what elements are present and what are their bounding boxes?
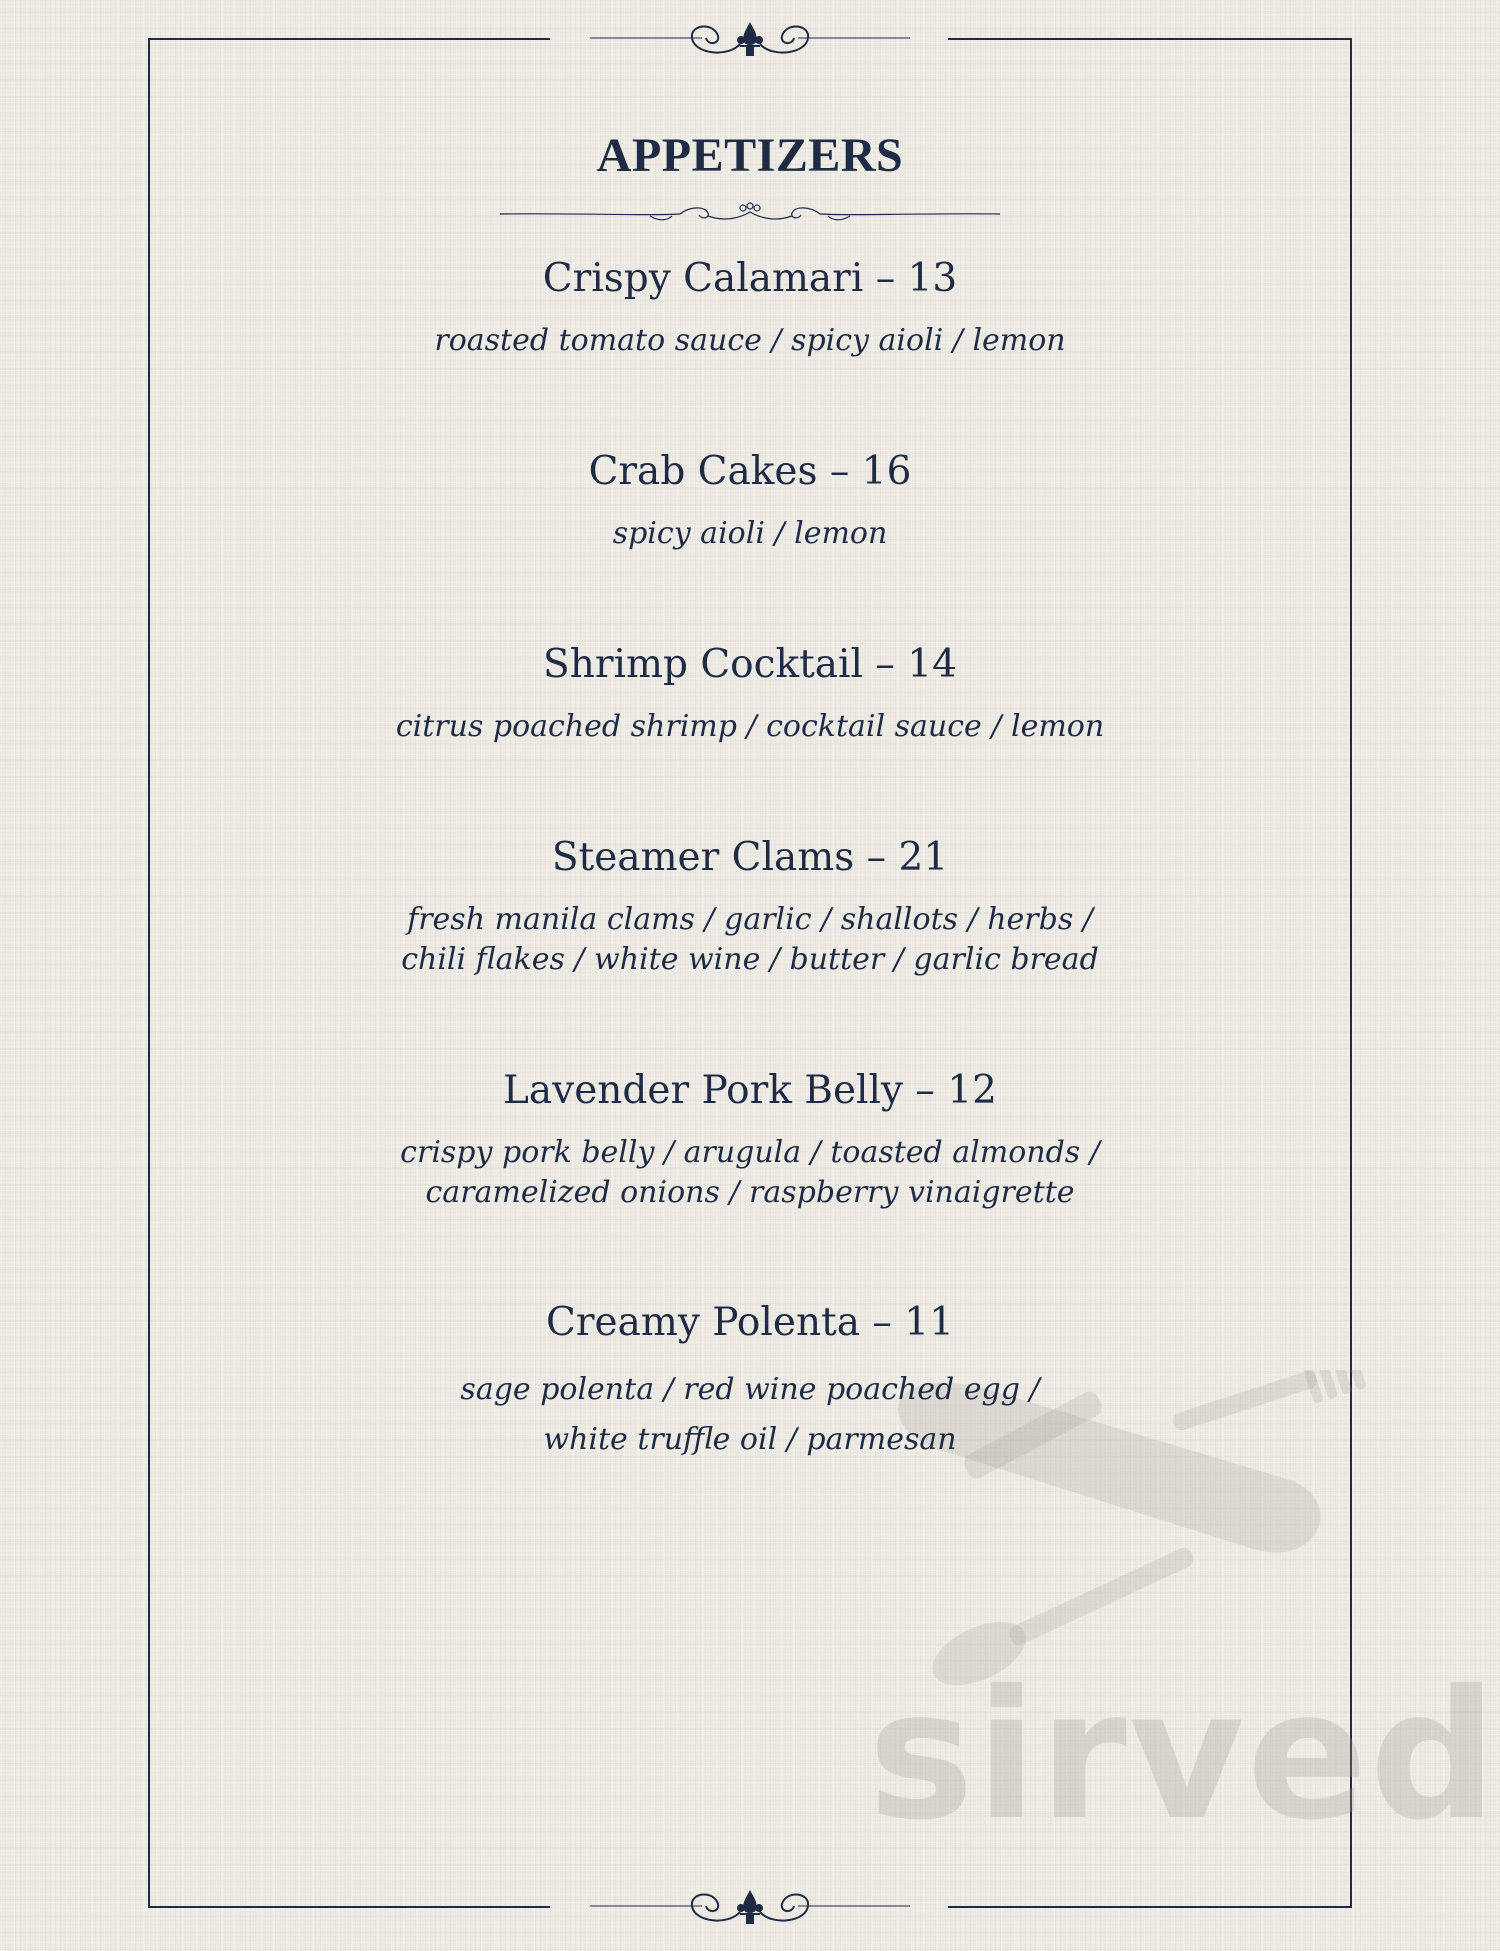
frame-top-right <box>948 38 1352 40</box>
menu-item-description: chili flakes / white wine / butter / garlic bread <box>401 942 1099 977</box>
menu-item-name: Crispy Calamari – 13 <box>542 256 958 301</box>
menu-item-description: white truffle oil / parmesan <box>543 1422 957 1457</box>
menu-item-name: Lavender Pork Belly – 12 <box>503 1068 997 1113</box>
bottom-flourish-ornament <box>590 1882 910 1932</box>
top-flourish-ornament <box>590 14 910 64</box>
menu-item-description: spicy aioli / lemon <box>612 516 888 551</box>
menu-item-name: Shrimp Cocktail – 14 <box>543 642 957 687</box>
menu-item-description: caramelized onions / raspberry vinaigrette <box>425 1175 1075 1210</box>
menu-item-description: citrus poached shrimp / cocktail sauce / lemon <box>395 709 1105 744</box>
frame-top-left <box>148 38 550 40</box>
menu-item-description: crispy pork belly / arugula / toasted almonds / <box>400 1135 1100 1170</box>
menu-item-description: sage polenta / red wine poached egg / <box>460 1372 1040 1407</box>
menu-item <box>150 641 1350 747</box>
menu-item <box>150 1299 1350 1465</box>
frame-bottom-right <box>948 1906 1352 1908</box>
title-divider-ornament <box>500 200 1000 226</box>
menu-item <box>150 448 1350 554</box>
frame-bottom-left <box>148 1906 550 1908</box>
watermark-text: sirved <box>868 1652 1499 1859</box>
menu-item-description: roasted tomato sauce / spicy aioli / lemon <box>434 323 1066 358</box>
menu-item <box>150 1067 1350 1213</box>
menu-item-name: Crab Cakes – 16 <box>588 449 912 494</box>
menu-item <box>150 834 1350 980</box>
menu-item-description: fresh manila clams / garlic / shallots / herbs / <box>407 902 1093 937</box>
menu-item <box>150 255 1350 361</box>
menu-item-name: Creamy Polenta – 11 <box>546 1300 954 1345</box>
section-title: APPETIZERS <box>596 129 904 182</box>
menu-item-name: Steamer Clams – 21 <box>551 835 949 880</box>
